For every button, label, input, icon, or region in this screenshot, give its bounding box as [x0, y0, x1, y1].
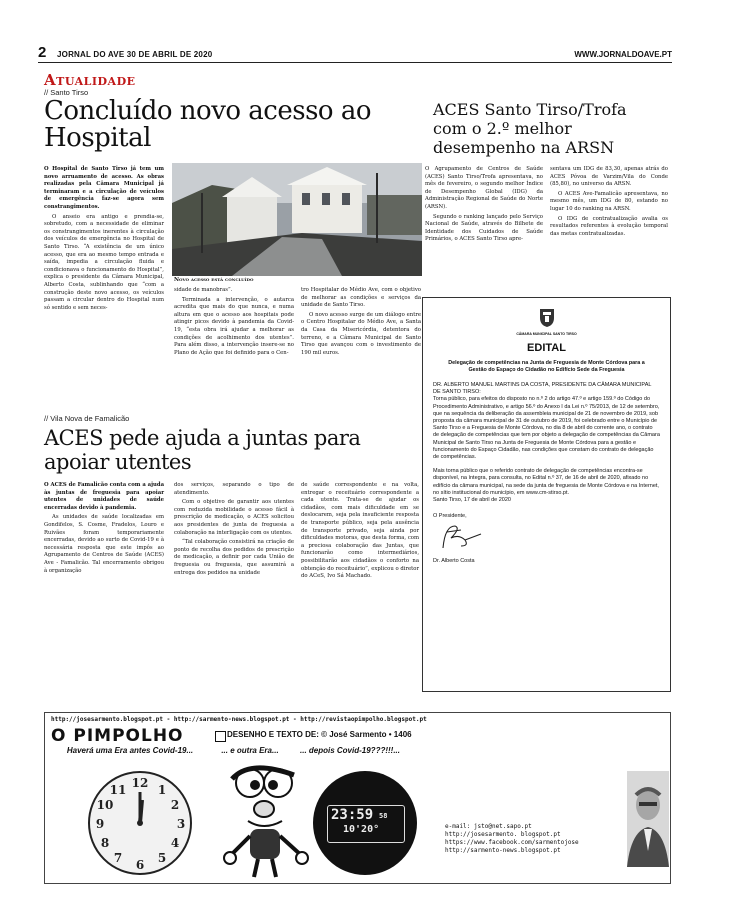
paragraph: Segundo o ranking lançado pelo Serviço Nacional de Saúde, através do Bilhete de Identidade dos Cuidados de Saúde Primários, o ACES Santo Tirso apre- [425, 213, 543, 243]
clock-temperature: 10'20° [343, 824, 380, 835]
edital-title: EDITAL [527, 342, 566, 354]
svg-text:11: 11 [109, 783, 127, 797]
municipality-logo-text: CÂMARA MUNICIPAL SANTO TIRSO [516, 332, 577, 336]
edital-subtitle: Delegação de competências na Junta de Freguesia de Monte Córdova para a Gestão do Espaço do Cidadão no Edifício Sede da Freguesia [448, 360, 645, 373]
paragraph: O IDG de contratualização avalia os resultados referentes à evolução temporal das metas contratualizadas. [550, 215, 668, 237]
edital-paragraph-1: Torna público, para efeitos do disposto no n.º 2 do artigo 47.º e artigo 159.º do Código do Procedimento Administrativo, e artigo 56.º do Anexo I da Lei n.º 75/2013, de 12 de setembro, que na sequência da deliberação da assembleia municipal de 21 de novembro de 2019, sob proposta da câmara municipal de 31 de outubro de 2019, foi celebrado entre o Município de Santo Tirso e a Freguesia de Monte Córdova, no dia 8 de abril do corrente ano, o contrato de delegação de competências que tem por objeto a delegação de competências da Câmara Municipal de Santo Tirso na Junta de Freguesia de Monte Córdova para a gestão e funcionamento do Espaço Cidadão, nas condições que constam do contrato de delegação de competências. [433, 396, 660, 461]
page-number: 2 [38, 44, 47, 61]
paragraph: sidade de manobras”. [174, 287, 233, 293]
caption-before: Haverá uma Era antes Covid-19... [66, 746, 194, 755]
paragraph: tro Hospitalar do Médio Ave, com o objetivo de melhorar as condições e serviços da unidade de Santo Tirso. [301, 287, 421, 309]
author-portrait [627, 771, 669, 867]
article2-column-1 [425, 166, 543, 246]
article3-kicker: // Vila Nova de Famalicão [44, 414, 130, 423]
analog-clock-icon [85, 768, 195, 878]
paragraph: O Hospital de Santo Tirso já tem um novo arruamento de acesso. As obras realizadas pela Câmara Municipal já terminaram e a circulação de veículos de emergência faz-se agora sem constrangimentos. [44, 166, 164, 210]
article3-column-1 [44, 482, 164, 577]
caption-middle: ... e outra Era... [221, 746, 279, 755]
coat-of-arms-icon [537, 306, 557, 328]
paragraph: Terminada a intervenção, o autarca acredita que mais do que nunca, e numa altura em que o acesso aos hospitais pode atingir picos devido à pandemia da Covid-19, “esta obra irá ajudar a melhorar as condições de acolhimento dos utentes”. Para além disso, a intervenção insere-se no Plano de Ação que foi definido para o Cen- [174, 296, 294, 356]
svg-text:5: 5 [157, 851, 167, 865]
contact-email: e-mail: jsto@net.sapo.pt [445, 823, 532, 830]
svg-text:2: 2 [170, 798, 180, 812]
paragraph: As unidades de saúde localizadas em Gondifelos, S. Cosme, Fradelos, Louro e Ruivães foram temporariamente encerradas, devido ao surto de Covid-19 e à necessária resposta que este impôs ao Agrupamento de Centros de Saúde (ACES) Ave - Famalicão. Tal encerramento obrigou à organização [44, 514, 164, 574]
paragraph: O novo acesso surge de um diálogo entre o Centro Hospitalar do Médio Ave, a Santa da Casa da Misericórdia, detentora do terreno, e a Câmara Municipal de Santo Tirso que avançou com o investimento de 190 mil euros. [301, 311, 421, 356]
cartoon-strip [44, 712, 671, 884]
cartoon-links: http://josesarmento.blogspot.pt - http://sarmento-news.blogspot.pt - http://revistaopimpolho.blogspot.pt [51, 716, 427, 723]
contact-news-blog: http://sarmento-news.blogspot.pt [445, 847, 561, 854]
article3-column-3 [301, 482, 419, 583]
svg-text:9: 9 [95, 817, 105, 831]
author-contacts [445, 823, 579, 855]
hospital-photo [172, 163, 422, 276]
paragraph: O ACES de Famalicão conta com a ajuda às juntas de freguesia para apoiar utentes de unidades de saúde encerradas devido à pandemia. [44, 482, 164, 511]
svg-text:7: 7 [113, 851, 123, 865]
svg-text:8: 8 [100, 836, 110, 850]
edital-paragraph-2: Mais torna público que o referido contrato de delegação de competências encontra-se disponível, na íntegra, para consulta, no Edital n.º 37, de 16 de abril de 2020, afixado no edifício da câmara municipal, na sede da junta de freguesia de Monte Córdova e na Internet, no sítio institucional do município, em www.cm-stirso.pt. [433, 468, 659, 496]
svg-text:4: 4 [170, 836, 180, 850]
contact-facebook: https://www.facebook.com/sarmentojose [445, 839, 579, 846]
square-icon [215, 731, 226, 742]
article2-column-2 [550, 166, 668, 240]
cartoon-credit: DESENHO E TEXTO DE: © José Sarmento • 1406 [227, 730, 412, 739]
paragraph: Com o objetivo de garantir aos utentes com reduzida mobilidade o acesso fácil à prescrição de medicação, o ACES solicitou aos presidentes de junta de freguesia a colaboração na interligação com os utentes. [174, 499, 294, 536]
article1-headline: Concluído novo acesso ao Hospital [44, 96, 372, 153]
article3-headline: ACES pede ajuda a juntas para apoiar utentes [44, 426, 361, 474]
paragraph: de saúde correspondente e na volta, entregar o receituário correspondente a cada utente. Trata-se de ajudar os cidadãos, com mais dificuldade em se deslocarem, seja pela insuficiente resposta de transporte público, seja pela ausência de transporte privado, seja ainda por dificuldades motoras, que desta forma, com a preciosa colaboração das Juntas, que funcionarão como intermediários, possibilitarão aos cidadãos o conforto na obtenção do receituário”, explicou o diretor do ACeS, Ivo Sá Machado. [301, 482, 419, 580]
edital-date: Santo Tirso, 17 de abril de 2020 [433, 497, 511, 504]
article2-headline: ACES Santo Tirso/Trofa com o 2.º melhor desempenho na ARSN [433, 100, 627, 157]
article1-kicker: // Santo Tirso [44, 88, 89, 97]
clock-seconds: 58 [379, 812, 388, 820]
svg-text:10: 10 [96, 798, 114, 812]
edital-signer: Dr. Alberto Costa [433, 558, 475, 565]
paragraph: O ACES Ave-Famalicão apresentava, no mesmo mês, um IDG de 80, estando no lugar 10 do ranking na ARSN. [550, 190, 668, 212]
article1-column-3 [301, 287, 421, 359]
cartoon-brand: O PIMPOLHO [51, 726, 184, 746]
article3-column-2 [174, 482, 294, 579]
edital-closing: O Presidente, [433, 513, 467, 520]
paragraph: sentava um IDG de 83,30, apenas atrás do ACES Póvoa de Varzim/Vila do Conde (85,80), no universo da ARSN. [550, 166, 668, 188]
digital-clock-icon [313, 771, 417, 875]
paragraph: “Tal colaboração consistirá na criação de ponto de recolha dos pedidos de prescrição de medicação, a definir por cada União de freguesia ou freguesia, que assumirá a entrega dos pedidos na unidade [174, 539, 294, 576]
paragraph: dos serviços, separando o tipo de atendimento. [174, 482, 294, 496]
paragraph: O Agrupamento de Centros de Saúde (ACES) Santo Tirso/Trofa apresentava, no mês de fevereiro, o segundo melhor Índice de Desempenho Global (IDG) da Administração Regional de Saúde do Norte (ARSN). [425, 166, 543, 210]
section-title: Atualidade [44, 71, 136, 89]
svg-text:6: 6 [135, 858, 145, 872]
paragraph: O anseio era antigo e prendia-se, sobretudo, com a necessidade de eliminar os constrangimentos inerentes à circulação dos veículos de emergência no Hospital de Santo Tirso. “A existência de um único acesso, que era ao mesmo tempo entrada e saída, impedia a circulação fluida e condicionava o funcionamento do Hospital”, explica o presidente da Câmara Municipal, Alberto Costa, sublinhando que “com a construção deste novo acesso, os veículos passam a circular dentro do Hospital num só sentido e sem neces- [44, 213, 164, 311]
svg-text:1: 1 [157, 783, 167, 797]
hospital-photo-image [172, 163, 422, 276]
article1-column-2 [174, 287, 294, 359]
svg-text:12: 12 [131, 776, 149, 790]
clock-time: 23:59 [331, 807, 374, 823]
newspaper-url: WWW.JORNALDOAVE.PT [574, 50, 672, 59]
cartoon-character [220, 761, 315, 881]
edital-notice [422, 297, 671, 692]
signature [435, 520, 495, 554]
edital-author: DR. ALBERTO MANUEL MARTINS DA COSTA, PRESIDENTE DA CÂMARA MUNICIPAL DE SANTO TIRSO: [433, 382, 652, 396]
caption-after: ... depois Covid-19???!!!... [300, 746, 400, 755]
photo-caption: Novo acesso está concluído [174, 277, 254, 283]
svg-text:3: 3 [176, 817, 186, 831]
header-rule [38, 62, 672, 63]
article1-column-1 [44, 166, 164, 314]
contact-blog: http://josesarmento. blogspot.pt [445, 831, 561, 838]
newspaper-name-date: JORNAL DO AVE 30 DE ABRIL DE 2020 [57, 50, 213, 59]
municipality-logo [423, 306, 670, 336]
